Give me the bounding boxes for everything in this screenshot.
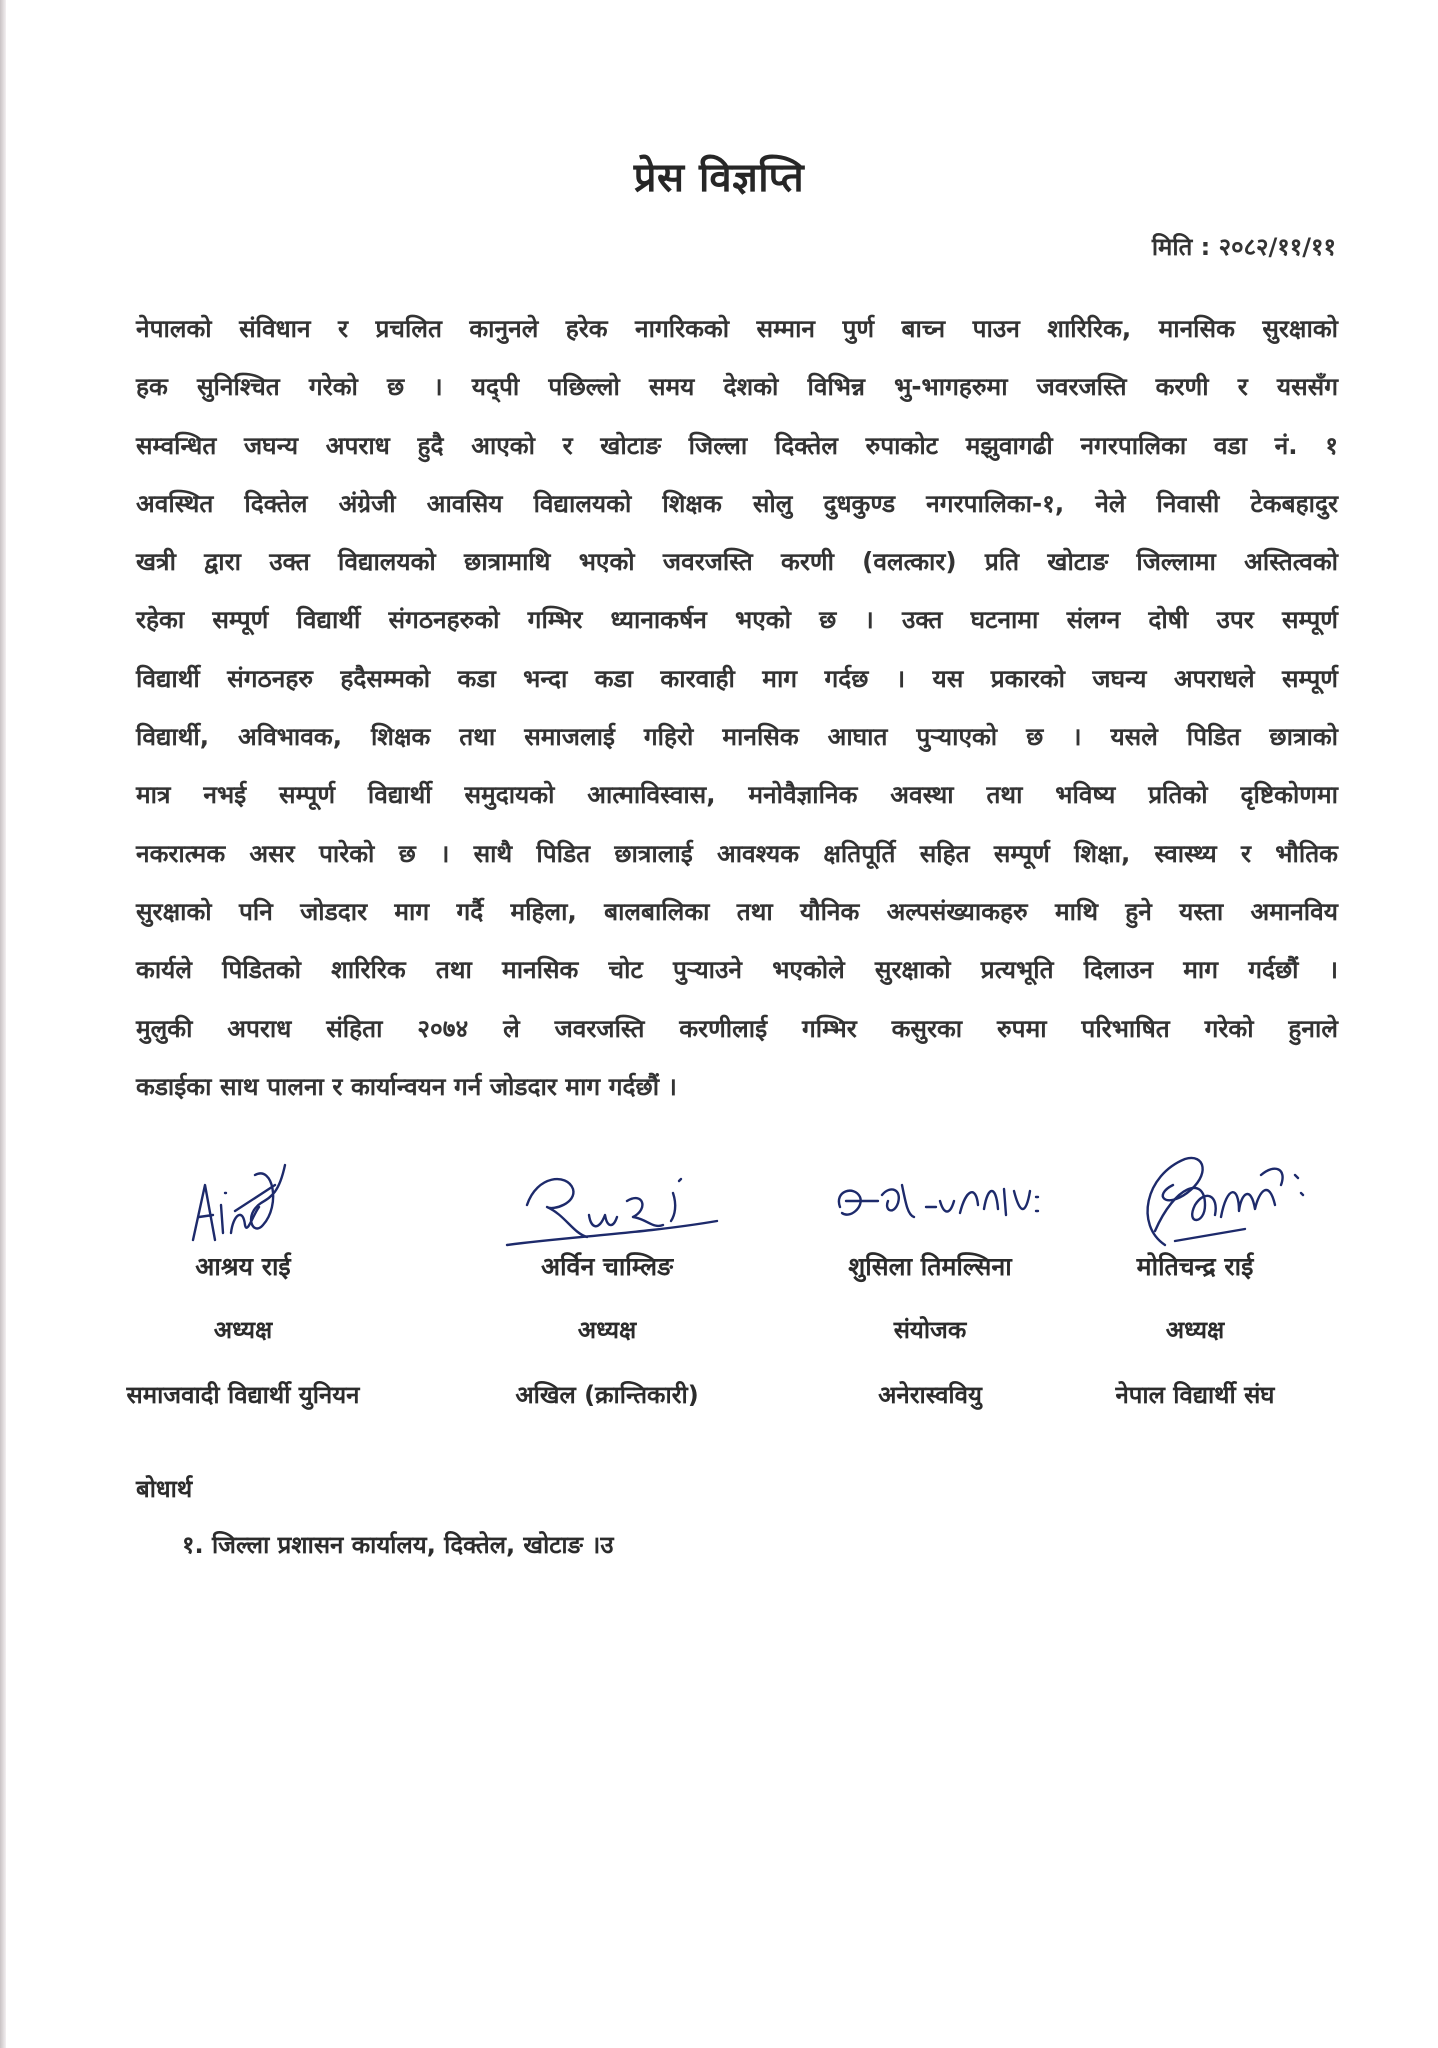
signatory-1 bbox=[83, 1145, 403, 1411]
body-line: रहेका सम्पूर्ण विद्यार्थी संगठनहरुको गम्भिर ध्यानाकर्षन भएको छ । उक्त घटनामा संलग्न दोषी उपर सम्पूर्ण bbox=[136, 605, 1338, 635]
body-line: नेपालको संविधान र प्रचलित कानुनले हरेक नागरिकको सम्मान पुर्ण बाच्न पाउन शारिरिक, मानसिक सुरक्षाको bbox=[136, 314, 1338, 343]
signatory-role: अध्यक्ष bbox=[577, 1316, 637, 1344]
signature-2-image bbox=[477, 1145, 737, 1255]
body-line: सुरक्षाको पनि जोडदार माग गर्दै महिला, बालबालिका तथा यौनिक अल्पसंख्याकहरु माथि हुने यस्ता अमानविय bbox=[136, 896, 1338, 926]
signatory-role: अध्यक्ष bbox=[213, 1316, 273, 1344]
signatory-organization: अनेरास्ववियु bbox=[878, 1381, 982, 1409]
cc-item: १. जिल्ला प्रशासन कार्यालय, दिक्तेल, खोटाङ ।उ bbox=[182, 1531, 614, 1559]
document-date: मिति : २०८२/११/११ bbox=[1151, 233, 1336, 261]
body-line: हक सुनिश्चित गरेको छ । यद्पी पछिल्लो समय देशको विभिन्न भु-भागहरुमा जवरजस्ति करणी र यससँग bbox=[136, 372, 1338, 402]
signatory-4 bbox=[1035, 1145, 1355, 1411]
body-line: कडाईका साथ पालना र कार्यान्वयन गर्न जोडदार माग गर्दछौं । bbox=[136, 1071, 677, 1101]
signatory-name: आश्रय राई bbox=[195, 1252, 291, 1281]
signatory-2 bbox=[447, 1145, 767, 1411]
signature-3-image bbox=[790, 1145, 1070, 1255]
signatory-name: शुसिला तिमल्सिना bbox=[848, 1252, 1012, 1281]
body-line: नकरात्मक असर पारेको छ । साथै पिडित छात्रालाई आवश्यक क्षतिपूर्ति सहित सम्पूर्ण शिक्षा, स्वास्थ्य र भौतिक bbox=[136, 838, 1338, 868]
signatory-organization: नेपाल विद्यार्थी संघ bbox=[1115, 1381, 1275, 1409]
signature-1-image bbox=[163, 1145, 323, 1255]
signatory-role: संयोजक bbox=[893, 1316, 967, 1344]
cc-label: बोधार्थ bbox=[136, 1475, 193, 1503]
body-line: मुलुकी अपराध संहिता २०७४ ले जवरजस्ति करणीलाई गम्भिर कसुरका रुपमा परिभाषित गरेको हुनाले bbox=[136, 1013, 1338, 1043]
body-line: विद्यार्थी संगठनहरु हदैसम्मको कडा भन्दा कडा कारवाही माग गर्दछ । यस प्रकारको जघन्य अपराधले सम्पूर्ण bbox=[136, 663, 1338, 693]
body-line: विद्यार्थी, अविभावक, शिक्षक तथा समाजलाई गहिरो मानसिक आघात पुऱ्याएको छ । यसले पिडित छात्राको bbox=[136, 722, 1338, 752]
body-line: कार्यले पिडितको शारिरिक तथा मानसिक चोट पुऱ्याउने भएकोले सुरक्षाको प्रत्यभूति दिलाउन माग गर्दछौं । bbox=[136, 955, 1338, 985]
body-paragraph bbox=[136, 300, 1338, 1116]
signature-4-image bbox=[1055, 1145, 1335, 1255]
body-line: मात्र नभई सम्पूर्ण विद्यार्थी समुदायको आत्माविस्वास, मनोवैज्ञानिक अवस्था तथा भविष्य प्रतिको दृष्टिकोणमा bbox=[136, 780, 1338, 810]
signatory-name: अर्विन चाम्लिङ bbox=[540, 1252, 673, 1281]
body-line: अवस्थित दिक्तेल अंग्रेजी आवसिय विद्यालयको शिक्षक सोलु दुधकुण्ड नगरपालिका-१, नेले निवासी टेकबहादुर bbox=[136, 488, 1338, 518]
signatory-organization: अखिल (क्रान्तिकारी) bbox=[515, 1381, 699, 1409]
signatory-role: अध्यक्ष bbox=[1165, 1316, 1225, 1344]
signatory-name: मोतिचन्द्र राई bbox=[1136, 1252, 1254, 1281]
document-title: प्रेस विज्ञप्ति bbox=[633, 155, 805, 201]
body-line: खत्री द्वारा उक्त विद्यालयको छात्रामाथि भएको जवरजस्ति करणी (वलत्कार) प्रति खोटाङ जिल्लामा अस्तित्वको bbox=[136, 547, 1338, 577]
body-line: सम्वन्धित जघन्य अपराध हुदै आएको र खोटाङ जिल्ला दिक्तेल रुपाकोट मझुवागढी नगरपालिका वडा नं. १ bbox=[136, 430, 1338, 460]
signatory-organization: समाजवादी विद्यार्थी युनियन bbox=[126, 1381, 360, 1409]
